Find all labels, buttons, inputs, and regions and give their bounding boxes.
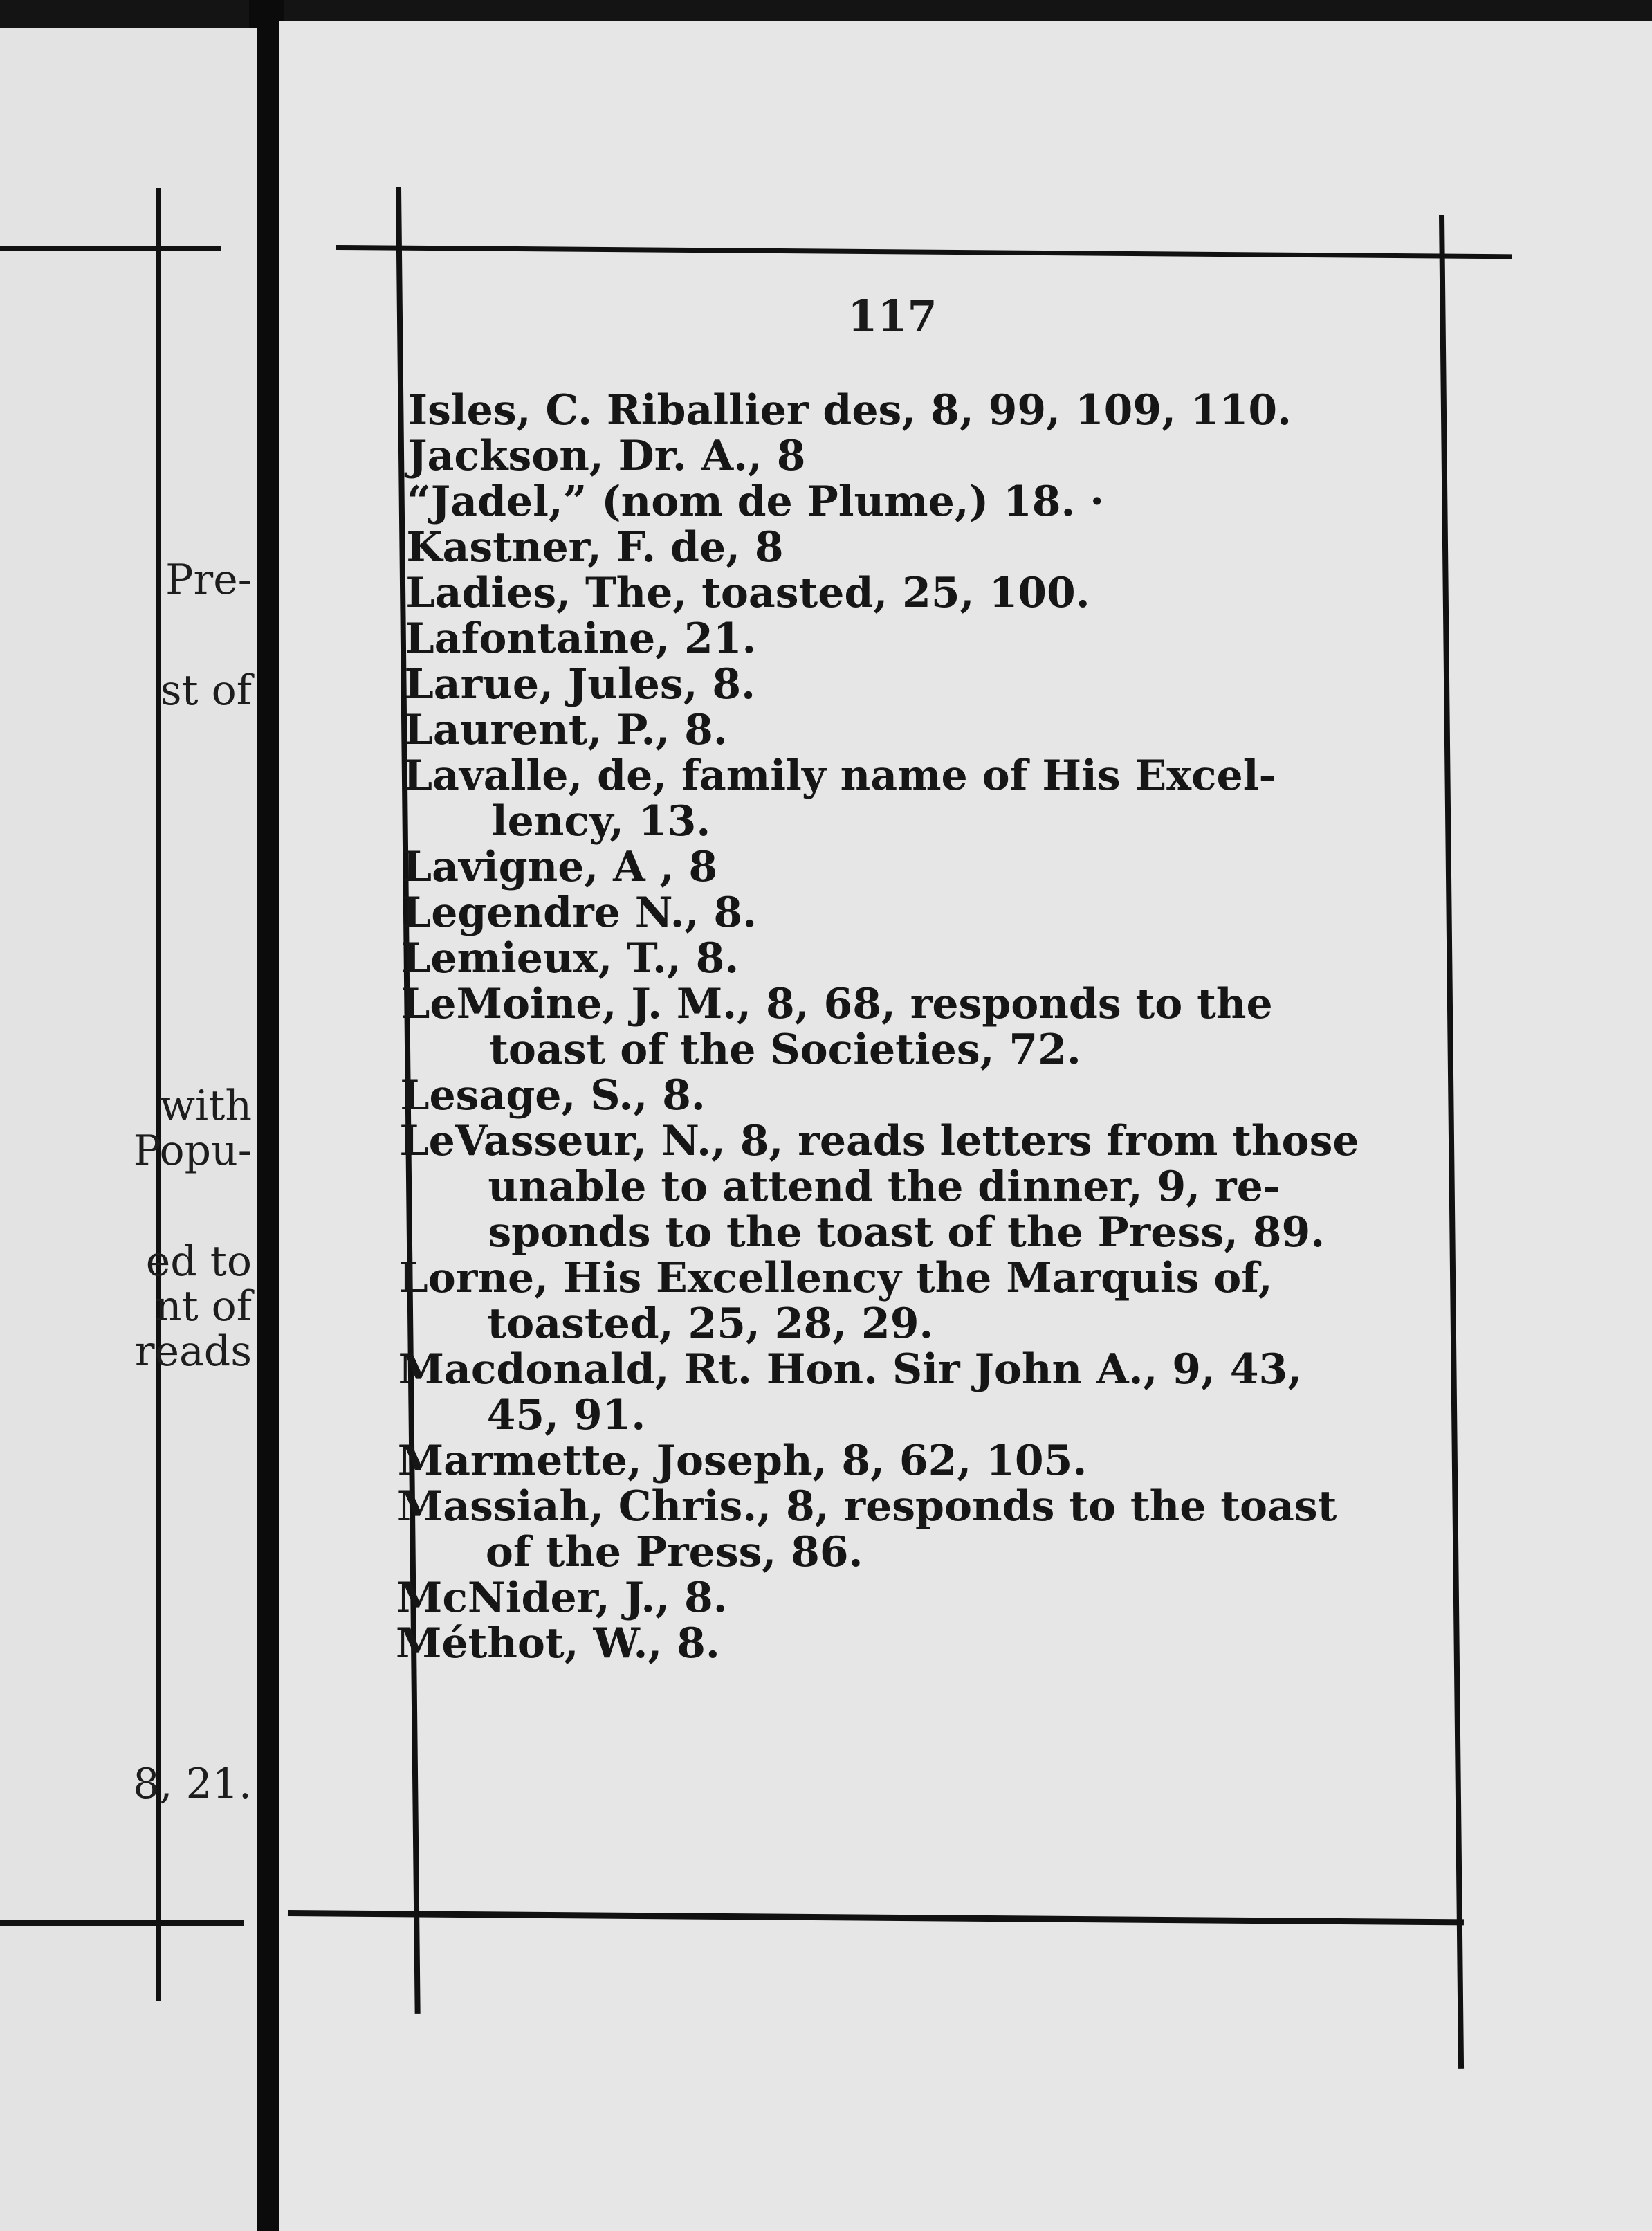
index-entry (407, 479, 1377, 525)
index-entry-line: Marmette, Joseph, 8, 62, 105. (397, 1437, 1087, 1485)
index-entry (406, 525, 1377, 570)
index-entry-continuation: 45, 91. (486, 1391, 646, 1439)
page-number: 117 (847, 291, 937, 341)
index-entry (408, 388, 1377, 433)
index-entry (404, 707, 1377, 753)
index-entry-continuation: unable to attend the dinner, 9, re- (488, 1163, 1281, 1211)
index-entry-line: Ladies, The, toasted, 25, 100. (405, 569, 1090, 617)
index-entry (398, 1438, 1377, 1484)
index-entry-line: Jackson, Dr. A., 8 (407, 432, 806, 480)
index-entry-line: Méthot, W., 8. (396, 1619, 720, 1668)
left-page-text-fragment: reads (134, 1327, 252, 1376)
index-entry-continuation: sponds to the toast of the Press, 89. (488, 1208, 1325, 1257)
index-entry (397, 1484, 1377, 1575)
index-entry (400, 1073, 1377, 1118)
index-entry-line: Lesage, S., 8. (400, 1071, 706, 1120)
index-entry-line: Macdonald, Rt. Hon. Sir John A., 9, 43, (398, 1345, 1303, 1394)
left-page (0, 28, 257, 2231)
index-entry-line: Laurent, P., 8. (403, 706, 728, 754)
right-page-bottom-rule (288, 1910, 1464, 1925)
left-page-top-rule (0, 246, 221, 251)
index-entry-line: Lavalle, de, family name of His Excel- (403, 752, 1276, 800)
index-entry (405, 570, 1377, 616)
index-entry (403, 844, 1377, 890)
index-entry-line: McNider, J., 8. (396, 1574, 728, 1622)
index-entry-continuation: toasted, 25, 28, 29. (487, 1300, 934, 1348)
index-entry-line: Lavigne, A , 8 (402, 843, 718, 891)
index-entry-line: LeMoine, J. M., 8, 68, responds to the (401, 980, 1273, 1028)
index-entry-line: “Jadel,” (nom de Plume,) 18. · (407, 477, 1105, 526)
index-entry (401, 936, 1377, 981)
left-page-text-fragment: nt of (154, 1282, 252, 1331)
index-entry-line: Lemieux, T., 8. (401, 934, 740, 983)
index-entry-line: Kastner, F. de, 8 (406, 523, 784, 572)
index-entry (407, 433, 1377, 479)
index-entry-line: Lorne, His Excellency the Marquis of, (398, 1254, 1273, 1302)
index-entry (405, 616, 1377, 662)
left-page-bottom-rule (0, 1920, 244, 1926)
index-entry (399, 1255, 1377, 1347)
index-entry-line: Larue, Jules, 8. (404, 660, 756, 709)
index-list (396, 386, 1377, 1668)
left-page-text-fragment: Popu- (133, 1127, 252, 1175)
index-entry (405, 662, 1377, 707)
index-entry (396, 1621, 1377, 1666)
index-entry (399, 1118, 1377, 1255)
left-page-text-fragment: 8, 21. (133, 1760, 252, 1808)
right-page-top-rule (336, 245, 1512, 259)
left-page-text-fragment: with (159, 1082, 252, 1130)
index-entry (401, 981, 1377, 1073)
index-entry (402, 890, 1377, 936)
index-entry (403, 753, 1377, 844)
left-page-text-fragment: ed to (145, 1237, 252, 1286)
index-entry-line: Isles, C. Riballier des, 8, 99, 109, 110. (408, 386, 1292, 435)
index-entry-line: LeVasseur, N., 8, reads letters from those (399, 1117, 1359, 1165)
index-entry-line: Lafontaine, 21. (405, 614, 757, 663)
right-page-right-vertical-rule (1439, 215, 1464, 2069)
index-entry-continuation: of the Press, 86. (485, 1528, 863, 1576)
index-entry-continuation: lency, 13. (491, 797, 711, 846)
left-page-text-fragment: Pre- (165, 556, 252, 604)
index-entry (398, 1347, 1377, 1438)
index-entry-line: Legendre N., 8. (402, 889, 758, 937)
left-page-text-fragment: st of (160, 666, 252, 715)
index-entry-continuation: toast of the Societies, 72. (489, 1026, 1081, 1074)
index-entry-line: Massiah, Chris., 8, responds to the toast (396, 1482, 1337, 1531)
index-entry (396, 1575, 1377, 1621)
